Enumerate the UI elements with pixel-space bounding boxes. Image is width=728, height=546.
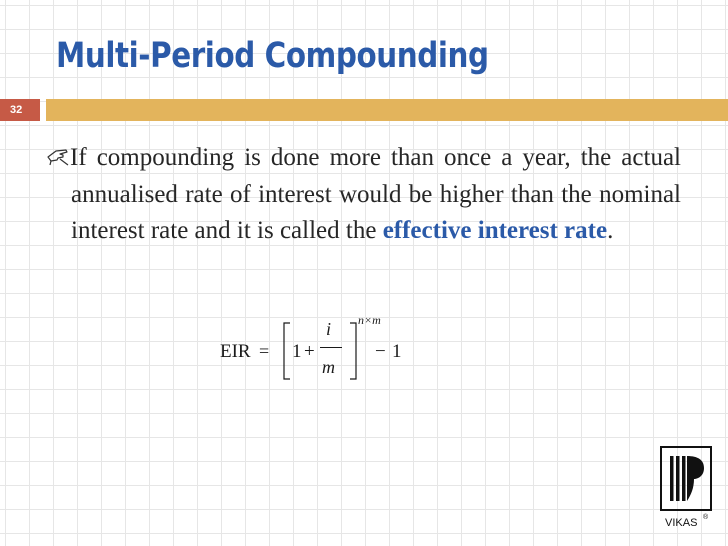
slide-number-badge: 32: [0, 99, 40, 121]
formula-plus: +: [304, 341, 315, 362]
vikas-logo: [660, 446, 712, 532]
logo-registered-mark: ®: [703, 514, 709, 521]
formula-one: 1: [292, 341, 302, 362]
formula-constant: 1: [392, 341, 402, 362]
bullet-text-end: .: [607, 217, 614, 244]
formula-minus: −: [375, 341, 386, 362]
formula-exponent: n×m: [358, 313, 381, 327]
eir-formula: [218, 313, 428, 382]
fraction-bar: [320, 347, 342, 348]
slide-title: Multi-Period Compounding: [56, 36, 489, 76]
right-bracket: [348, 322, 358, 380]
bullet-text-main: If compounding is done more than once a year, the actual annualised rate of interest would be higher than the nominal interest rate and it is called the: [70, 144, 681, 244]
effective-interest-rate-term: effective interest rate: [382, 217, 608, 244]
formula-equals: =: [259, 341, 270, 361]
writing-hand-icon: [47, 146, 69, 166]
title-rule-bar: [46, 99, 728, 121]
formula-denominator: m: [322, 357, 335, 377]
formula-numerator: i: [326, 319, 332, 339]
formula-lhs: EIR: [220, 341, 251, 362]
left-bracket: [282, 322, 292, 380]
logo-label: VIKAS: [665, 517, 698, 529]
bullet-text: [71, 140, 681, 250]
